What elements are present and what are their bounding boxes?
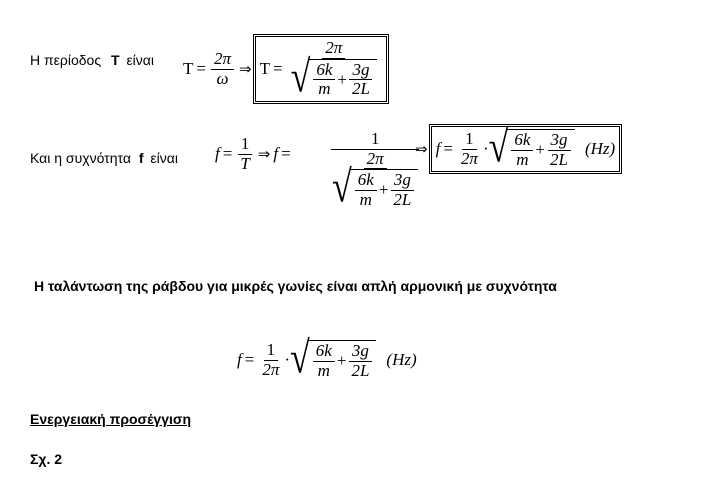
implies-arrow-3: ⇒ bbox=[415, 140, 428, 159]
frequency-label bbox=[30, 150, 178, 166]
final-frequency-formula: f = $\frac{1}{2\pi}$ · √ $\frac{6k}{m}$ + $\frac{3g}{2L}$ (Hz) bbox=[237, 332, 417, 383]
period-sqrt: √ $\frac{6k}{m}$ + $\frac{3g}{2L}$ bbox=[291, 59, 377, 99]
frequency-result bbox=[412, 121, 620, 172]
final-unit-hz: (Hz) bbox=[386, 350, 417, 370]
period-label-var: T bbox=[110, 52, 120, 68]
freq-fraction-1-over-T: $\frac{1}{T}$ bbox=[237, 135, 252, 173]
period-result-fraction bbox=[288, 38, 380, 102]
implies-arrow-1: ⇒ bbox=[239, 60, 252, 79]
period-label-post: είναι bbox=[126, 52, 154, 68]
frequency-label-var: f bbox=[138, 150, 144, 166]
period-result-eq: = bbox=[272, 59, 283, 79]
period-formula bbox=[183, 36, 387, 102]
section-heading: Ενεργειακή προσέγγιση bbox=[30, 411, 192, 427]
conclusion-statement: Η ταλάντωση της ράβδου για μικρές γωνίες είναι απλή αρμονική με συχνότητα bbox=[34, 278, 557, 294]
period-result-box bbox=[255, 36, 387, 102]
unit-hz: (Hz) bbox=[584, 139, 616, 159]
frequency-label-post: είναι bbox=[150, 150, 178, 166]
period-label bbox=[30, 52, 154, 68]
period-result-numerator: 2π bbox=[322, 39, 345, 59]
period-denominator: ω bbox=[216, 68, 229, 88]
implies-arrow-2: ⇒ bbox=[257, 145, 271, 164]
subsection-label: Σχ. 2 bbox=[30, 451, 63, 467]
period-result-denominator bbox=[288, 51, 380, 102]
period-T: T bbox=[183, 59, 194, 79]
period-eq: = bbox=[196, 59, 206, 79]
period-result-T: T bbox=[259, 59, 270, 79]
period-numerator: 2π bbox=[211, 50, 234, 70]
period-label-pre: Η περίοδος bbox=[30, 52, 102, 68]
sqrt-symbol: √ bbox=[290, 51, 311, 102]
period-fraction bbox=[211, 50, 234, 88]
frequency-compound-fraction: 1 2π √ $\frac{6k}{m}$ + $\frac{3g}{2L}$ bbox=[322, 130, 428, 210]
frequency-formula-part1: f = $\frac{1}{T}$ ⇒ f = bbox=[215, 134, 291, 173]
frequency-result-box: f = $\frac{1}{2\pi}$ · √ $\frac{6k}{m}$ + $\frac{3g}{2L}$ (Hz) bbox=[431, 126, 621, 172]
frequency-label-pre: Και η συχνότητα bbox=[30, 150, 131, 166]
